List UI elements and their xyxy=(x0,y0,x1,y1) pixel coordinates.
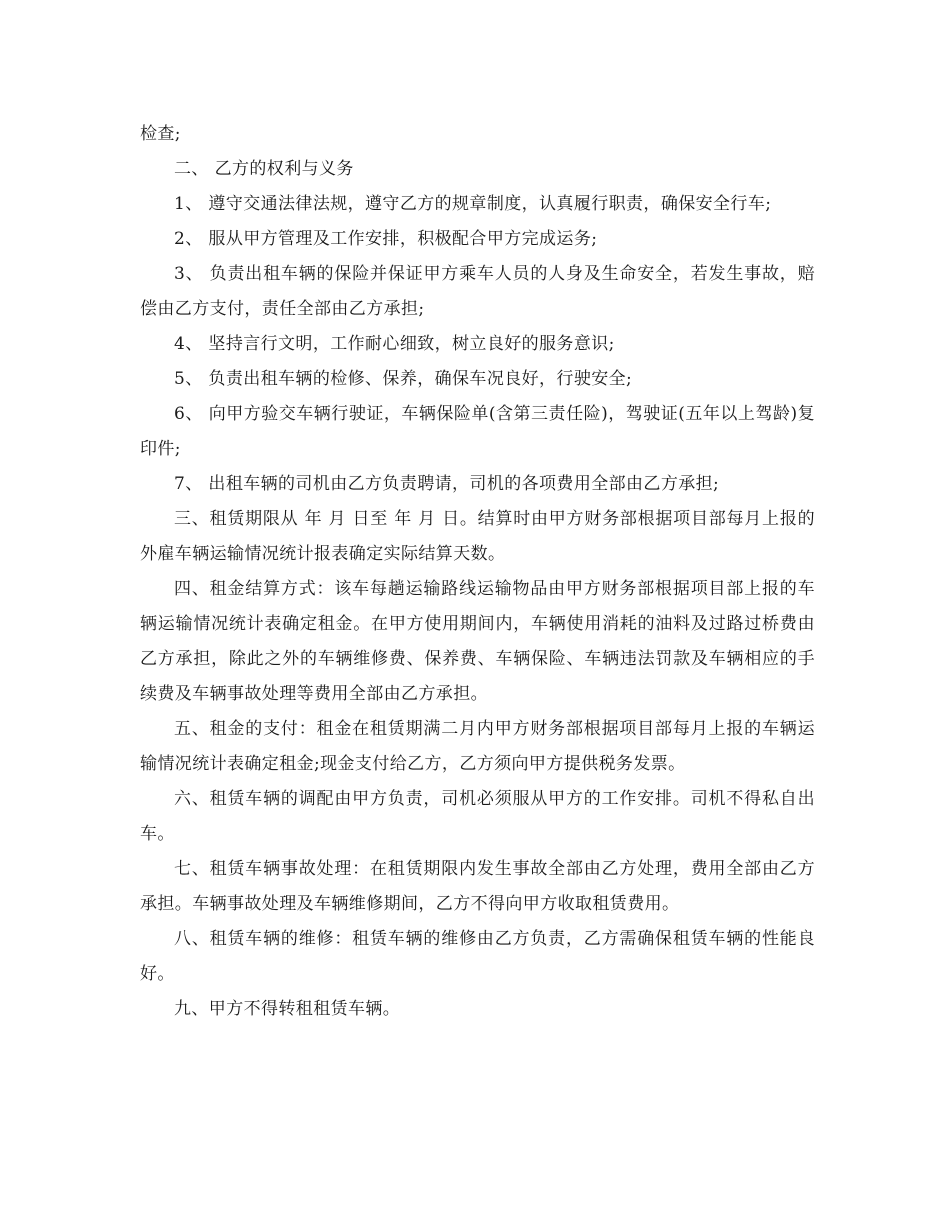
section-rent-settlement: 四、租金结算方式：该车每趟运输路线运输物品由甲方财务部根据项目部上报的车辆运输情况统计表确定租金。在甲方使用期间内，车辆使用消耗的油料及过路过桥费由乙方承担，除此之外的车辆维修费、保养费、车辆保险、车辆违法罚款及车辆相应的手续费及车辆事故处理等费用全部由乙方承担。 xyxy=(140,579,815,704)
clause-item-7: 7、 出租车辆的司机由乙方负责聘请，司机的各项费用全部由乙方承担; xyxy=(174,474,720,494)
section-heading-party-b-rights: 二、 乙方的权利与义务 xyxy=(174,159,354,179)
clause-item-4: 4、 坚持言行文明，工作耐心细致，树立良好的服务意识; xyxy=(174,334,615,354)
section-lease-term: 三、租赁期限从 年 月 日至 年 月 日。结算时由甲方财务部根据项目部每月上报的外雇车辆运输情况统计报表确定实际结算天数。 xyxy=(140,509,815,564)
section-accident-handling: 七、租赁车辆事故处理：在租赁期限内发生事故全部由乙方处理，费用全部由乙方承担。车辆事故处理及车辆维修期间，乙方不得向甲方收取租赁费用。 xyxy=(140,859,815,914)
clause-item-5: 5、 负责出租车辆的检修、保养，确保车况良好，行驶安全; xyxy=(174,369,633,389)
clause-item-3: 3、 负责出租车辆的保险并保证甲方乘车人员的人身及生命安全，若发生事故，赔偿由乙方支付，责任全部由乙方承担; xyxy=(140,264,815,319)
section-vehicle-dispatch: 六、租赁车辆的调配由甲方负责，司机必须服从甲方的工作安排。司机不得私自出车。 xyxy=(140,789,815,844)
section-rent-payment: 五、租金的支付：租金在租赁期满二月内甲方财务部根据项目部每月上报的车辆运输情况统计表确定租金;现金支付给乙方，乙方须向甲方提供税务发票。 xyxy=(140,719,815,774)
section-no-sublease: 九、甲方不得转租租赁车辆。 xyxy=(174,999,401,1019)
paragraph-continuation: 检查; xyxy=(140,124,181,144)
document-body xyxy=(140,117,815,1027)
clause-item-1: 1、 遵守交通法律法规，遵守乙方的规章制度，认真履行职责，确保安全行车; xyxy=(174,194,772,214)
clause-item-2: 2、 服从甲方管理及工作安排，积极配合甲方完成运务; xyxy=(174,229,598,249)
clause-item-6: 6、 向甲方验交车辆行驶证，车辆保险单(含第三责任险)，驾驶证(五年以上驾龄)复印件; xyxy=(140,404,815,459)
section-vehicle-maintenance: 八、租赁车辆的维修：租赁车辆的维修由乙方负责，乙方需确保租赁车辆的性能良好。 xyxy=(140,929,815,984)
